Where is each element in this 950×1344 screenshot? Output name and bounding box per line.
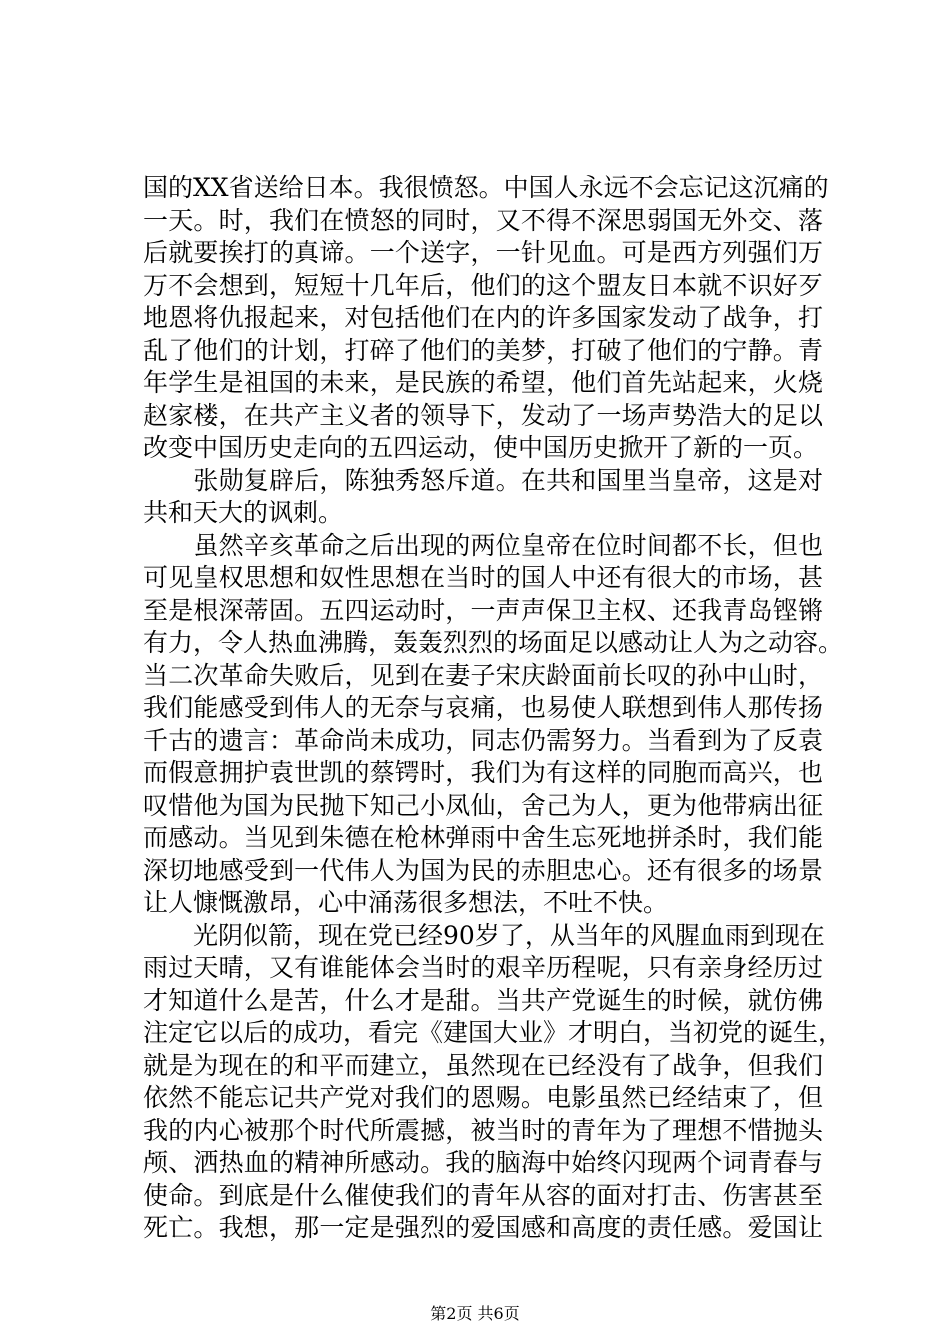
text-line: 国的XX省送给日本。我很愤怒。中国人永远不会忘记这沉痛的 [143,173,829,202]
text-line: 而感动。当见到朱德在枪林弹雨中舍生忘死地拼杀时，我们能 [143,823,823,852]
text-line: 让人慷慨激昂，心中涌荡很多想法，不吐不快。 [143,888,669,917]
text-line: 而假意拥护袁世凯的蔡锷时，我们为有这样的同胞而高兴，也 [143,758,823,787]
text-line: 有力，令人热血沸腾，轰轰烈烈的场面足以感动让人为之动容。 [143,628,844,657]
text-line: 光阴似箭，现在党已经90岁了，从当年的风腥血雨到现在 [143,920,825,950]
text-line: 叹惜他为国为民抛下知己小凤仙，舍己为人，更为他带病出征 [143,790,823,820]
text-line: 后就要挨打的真谛。一个送字，一针见血。可是西方列强们万 [143,238,823,267]
text-line: 使命。到底是什么催使我们的青年从容的面对打击、伤害甚至 [143,1180,823,1210]
text-line: 地恩将仇报起来，对包括他们在内的许多国家发动了战争，打 [143,303,823,332]
text-line: 至是根深蒂固。五四运动时，一声声保卫主权、还我青岛铿锵 [143,595,823,625]
text-line: 颅、洒热血的精神所感动。我的脑海中始终闪现两个词青春与 [143,1148,823,1177]
text-line: 当二次革命失败后，见到在妻子宋庆龄面前长叹的孙中山时， [143,660,823,690]
paragraph-3 [143,530,844,920]
page-number-label: 第2页 共6页 [430,1304,520,1323]
text-line: 雨过天晴，又有谁能体会当时的艰辛历程呢，只有亲身经历过 [143,953,823,982]
text-line: 深切地感受到一代伟人为国为民的赤胆忠心。还有很多的场景 [143,855,823,885]
text-line: 乱了他们的计划，打碎了他们的美梦，打破了他们的宁静。青 [143,335,823,365]
paragraph-4 [143,920,844,1245]
page-footer [0,1304,950,1324]
text-line: 改变中国历史走向的五四运动，使中国历史掀开了新的一页。 [143,433,819,462]
text-line: 就是为现在的和平而建立，虽然现在已经没有了战争，但我们 [143,1050,823,1080]
text-line: 我们能感受到伟人的无奈与哀痛，也易使人联想到伟人那传扬 [143,693,823,722]
text-line: 千古的遗言：革命尚未成功，同志仍需努力。当看到为了反袁 [143,725,823,755]
text-line: 年学生是祖国的未来，是民族的希望，他们首先站起来，火烧 [143,368,823,397]
document-body [143,172,844,1245]
text-line: 赵家楼，在共产主义者的领导下，发动了一场声势浩大的足以 [143,400,823,430]
text-line: 依然不能忘记共产党对我们的恩赐。电影虽然已经结束了，但 [143,1083,823,1112]
text-line: 共和天大的讽刺。 [143,498,344,527]
text-line: 死亡。我想，那一定是强烈的爱国感和高度的责任感。爱国让 [143,1213,823,1242]
text-line: 万不会想到，短短十几年后，他们的这个盟友日本就不识好歹 [143,270,823,300]
text-line: 虽然辛亥革命之后出现的两位皇帝在位时间都不长，但也 [143,530,823,560]
text-line: 可见皇权思想和奴性思想在当时的国人中还有很大的市场，甚 [143,563,823,592]
text-line: 一天。时，我们在愤怒的同时，又不得不深思弱国无外交、落 [143,205,823,235]
text-line: 张勋复辟后，陈独秀怒斥道。在共和国里当皇帝，这是对 [143,465,823,495]
text-line: 我的内心被那个时代所震撼，被当时的青年为了理想不惜抛头 [143,1115,823,1145]
text-line: 才知道什么是苦，什么才是甜。当共产党诞生的时候，就仿佛 [143,985,823,1015]
paragraph-2 [143,465,823,530]
text-line: 注定它以后的成功，看完《建国大业》才明白，当初党的诞生， [143,1018,844,1047]
paragraph-1 [143,172,829,465]
